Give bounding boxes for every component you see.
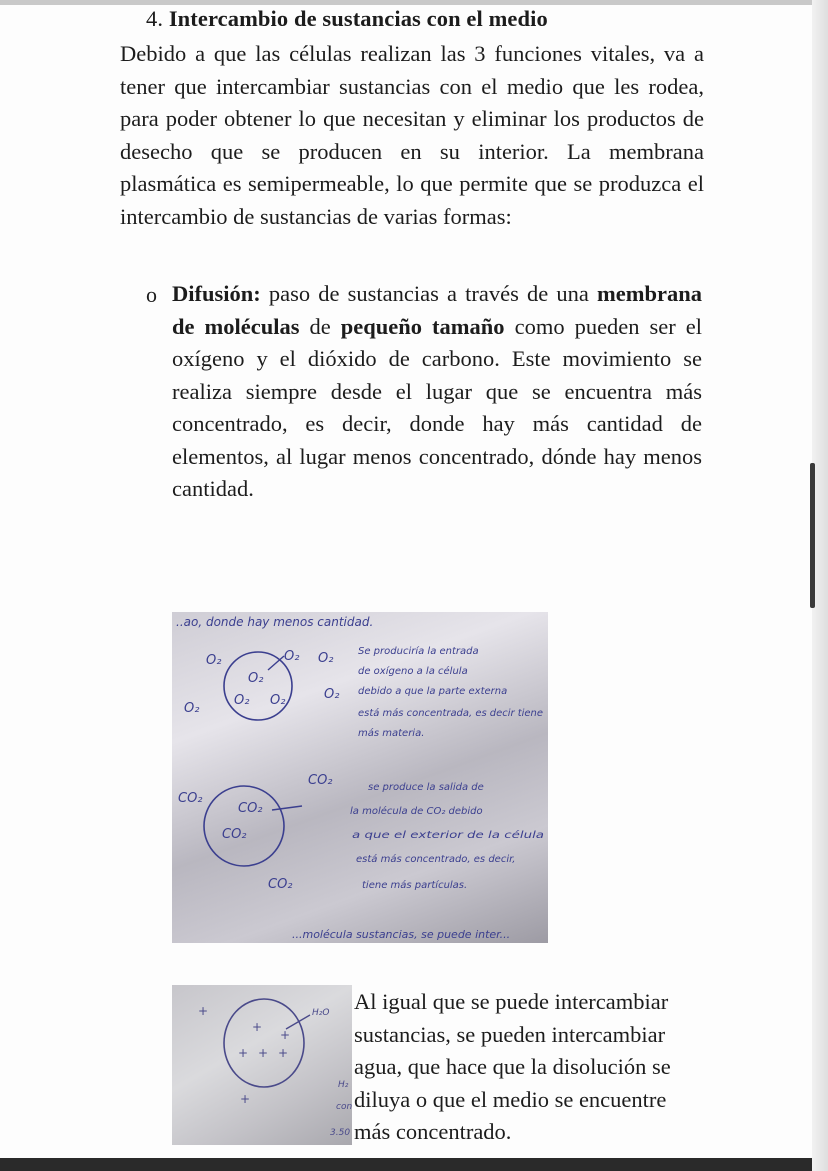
diffusion-text-2: de <box>309 313 331 339</box>
o2-note-line: Se produciría la entrada <box>358 646 479 657</box>
o2-note-line: debido a que la parte externa <box>358 686 508 697</box>
water-exchange-paragraph <box>354 986 702 1149</box>
cell-circle-o2 <box>224 652 292 720</box>
co2-note-line: se produce la salida de <box>368 782 484 793</box>
page-bottom-bar <box>0 1158 812 1171</box>
o2-label: O₂ <box>248 671 264 686</box>
photo-bottom-text: ...molécula sustancias, se puede inter... <box>292 928 511 941</box>
co2-note-line: a que el exterior de la célula <box>352 830 496 841</box>
diffusion-bullet <box>172 278 702 506</box>
diffusion-text-3: como pueden ser el oxígeno y el dióxido de carbono. Este movimiento se realiza siempre desde el lugar que se encuentra más concentrado, es decir, donde hay más cantidad de elementos, al lugar menos concentrado, dónde hay menos cantidad. <box>172 313 703 501</box>
o2-label: O₂ <box>206 653 222 668</box>
plus-mark: + <box>258 1046 269 1060</box>
o2-label: O₂ <box>324 687 340 702</box>
o2-label: O₂ <box>184 701 200 716</box>
section-title-text: Intercambio de sustancias con el medio <box>168 6 548 31</box>
water-text-line: más concentrado. <box>354 1119 512 1144</box>
side-mark: 3.50 <box>330 1128 351 1138</box>
plus-mark: + <box>280 1028 291 1042</box>
page-top-edge <box>0 0 828 5</box>
intro-paragraph: Debido a que las células realizan las 3 funciones vitales, va a tener que intercambiar sustancias con el medio que les rodea, para poder obtener lo que necesitan y eliminar los productos de desecho que se producen en su interior. La membrana plasmática es semipermeable, lo que permite que se produzca el intercambio de sustancias de varias formas: <box>120 41 704 229</box>
o2-note-line: está más concentrada, es decir tiene <box>358 708 544 719</box>
diffusion-text-1: paso de sustancias a través de una <box>268 281 589 306</box>
co2-note-line: está más concentrado, es decir, <box>356 854 516 865</box>
bullet-marker: o <box>146 282 157 307</box>
co2-note-line: tiene más partículas. <box>362 880 468 891</box>
diffusion-term: Difusión: <box>172 281 261 306</box>
plus-mark: + <box>238 1046 249 1060</box>
o2-note-line: más materia. <box>358 728 425 739</box>
scroll-indicator <box>810 463 815 608</box>
plus-mark: + <box>252 1020 263 1034</box>
photo-top-text: ..ao, donde hay menos cantidad. <box>176 615 374 629</box>
water-text-line: Al igual que se puede intercambiar <box>354 989 669 1014</box>
co2-label: CO₂ <box>222 827 247 842</box>
section-number: 4. <box>146 6 164 31</box>
co2-label: CO₂ <box>268 877 293 892</box>
water-arrow <box>286 1015 310 1029</box>
section-title <box>146 6 548 32</box>
co2-label: CO₂ <box>308 773 333 788</box>
o2-label: O₂ <box>270 693 286 708</box>
cell-circle-co2 <box>204 786 284 866</box>
o2-label: O₂ <box>234 693 250 708</box>
co2-note-line: la molécula de CO₂ debido <box>350 806 483 817</box>
side-mark: H₂ <box>338 1080 349 1090</box>
co2-label: CO₂ <box>178 791 203 806</box>
handwritten-osmosis-photo <box>172 985 352 1145</box>
side-mark: con <box>336 1102 352 1112</box>
o2-label: O₂ <box>318 651 334 666</box>
water-text-line: sustancias, se pueden intercambiar <box>354 1021 666 1047</box>
diffusion-bold-1: membrana de moléculas <box>172 281 703 339</box>
co2-arrow <box>272 806 302 810</box>
handwritten-diffusion-photo <box>172 612 548 943</box>
diffusion-bold-2: pequeño tamaño <box>340 313 505 339</box>
co2-label: CO₂ <box>238 801 263 816</box>
plus-mark: + <box>278 1046 289 1060</box>
plus-mark: + <box>198 1004 209 1018</box>
o2-label: O₂ <box>284 649 300 664</box>
o2-note-line: de oxígeno a la célula <box>358 666 468 677</box>
plus-mark: + <box>240 1092 251 1106</box>
h2o-label: H₂O <box>312 1008 330 1018</box>
cell-circle-water <box>224 999 304 1087</box>
water-text-line: diluya o que el medio se encuentre <box>354 1086 667 1112</box>
water-text-line: agua, que hace que la disolución se <box>354 1054 671 1079</box>
